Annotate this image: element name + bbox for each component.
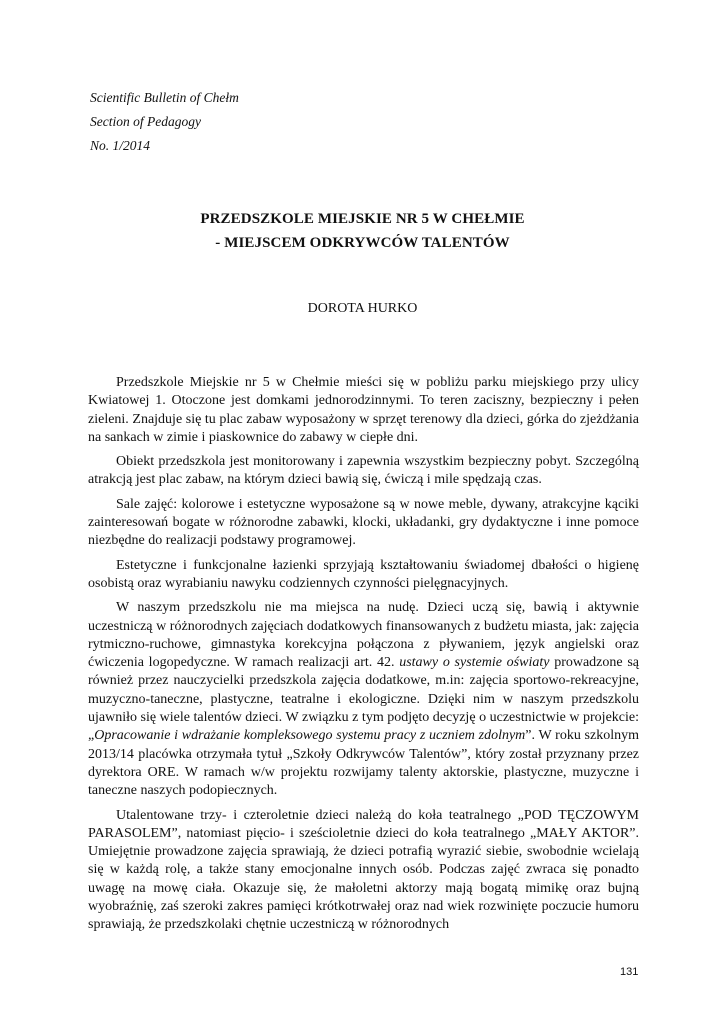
paragraph-2: Obiekt przedszkola jest monitorowany i zapewnia wszystkim bezpieczny pobyt. Szczególną atrakcją jest plac zabaw, na którym dzieci bawią się, ćwiczą i mile spędzają czas.: [88, 454, 639, 488]
paragraph-5-text-a: W naszym przedszkolu nie ma miejsca na nudę. Dzieci uczą się, bawią i aktywnie uczestniczą w różnorodnych zajęciach dodatkowych finansowanych z budżetu miasta, jak: zajęcia rytmiczno-ruchowe, gimnastyka korekcyjna połączona z pływaniem, język angielski oraz ćwiczenia logopedyczne. W ramach realizacji art. 42.: [88, 600, 639, 671]
paragraph-4: Estetyczne i funkcjonalne łazienki sprzyjają kształtowaniu świadomej dbałości o higienę osobistą oraz wyrabianiu nawyku codziennych czynności pielęgnacyjnych.: [88, 557, 639, 591]
article-body: [88, 374, 639, 941]
paragraph-5-text-c: prowadzone są również przez nauczycielki przedszkola zajęcia dodatkowe, m.in: zajęcia sportowo-rekreacyjne, muzyczno-taneczne, plastyczne, teatralne i ekologiczne. Dzięki nim w naszym przedszkolu ujawniło się wiele talentów dzieci. W związku z tym podjęto decyzję o uczestnictwie w projekcie: „: [88, 655, 639, 744]
article-title-line-1: PRZEDSZKOLE MIEJSKIE NR 5 W CHEŁMIE: [200, 211, 525, 227]
journal-section: Section of Pedagogy: [90, 114, 201, 129]
paragraph-3: Sale zajęć: kolorowe i estetyczne wyposażone są w nowe meble, dywany, atrakcyjne kąciki zainteresowań bogate w różnorodne zabawki, klocki, układanki, gry dydaktyczne i inne pomoce niezbędne do realizacji podstawy programowej.: [88, 496, 639, 549]
journal-info: [90, 86, 239, 158]
article-title: [90, 207, 635, 255]
page-number: 131: [620, 966, 639, 978]
journal-issue: No. 1/2014: [90, 138, 151, 153]
paragraph-5-text-e: ”. W roku szkolnym 2013/14 placówka otrzymała tytuł „Szkoły Odkrywców Talentów”, który został przyznany przez dyrektora ORE. W ramach w/w projektu rozwijamy talenty aktorskie, plastyczne, muzyczne i taneczne naszych podopiecznych.: [88, 728, 639, 799]
paragraph-5-law-title: ustawy o systemie oświaty: [399, 655, 550, 671]
article-author: DOROTA HURKO: [307, 301, 418, 316]
paragraph-1: Przedszkole Miejskie nr 5 w Chełmie mieści się w pobliżu parku miejskiego przy ulicy Kwiatowej 1. Otoczone jest domkami jednorodzinnymi. To teren zaciszny, bezpieczny i pełen zieleni. Znajduje się tu plac zabaw wyposażony w sprzęt terenowy dla dzieci, górka do zjeżdżania na sankach w zimie i piaskownice do zabawy w ciepłe dni.: [88, 375, 639, 445]
journal-name: Scientific Bulletin of Chełm: [90, 90, 239, 105]
paragraph-6: Utalentowane trzy- i czteroletnie dzieci należą do koła teatralnego „POD TĘCZOWYM PARASOLEM”, natomiast pięcio- i sześcioletnie dzieci do koła teatralnego „MAŁY AKTOR”. Umiejętnie prowadzone zajęcia sprawiają, że dzieci potrafią wyrazić siebie, swobodnie wcielają się w każdą rolę, a także stany emocjonalne innych osób. Podczas zajęć zwraca się ponadto uwagę na mowę ciała. Okazuje się, że małoletni aktorzy mają bogatą mimikę oraz bujną wyobraźnię, zaś szeroki zakres pamięci krótkotrwałej oraz nad wiek rozwinięte poczucie humoru sprawiają, że przedszkolaki chętnie uczestniczą w różnorodnych: [88, 807, 639, 933]
paragraph-5: [88, 599, 639, 800]
article-title-line-2: - MIEJSCEM ODKRYWCÓW TALENTÓW: [215, 235, 510, 251]
paragraph-5-project-title: Opracowanie i wdrażanie kompleksowego systemu pracy z uczniem zdolnym: [94, 728, 526, 744]
